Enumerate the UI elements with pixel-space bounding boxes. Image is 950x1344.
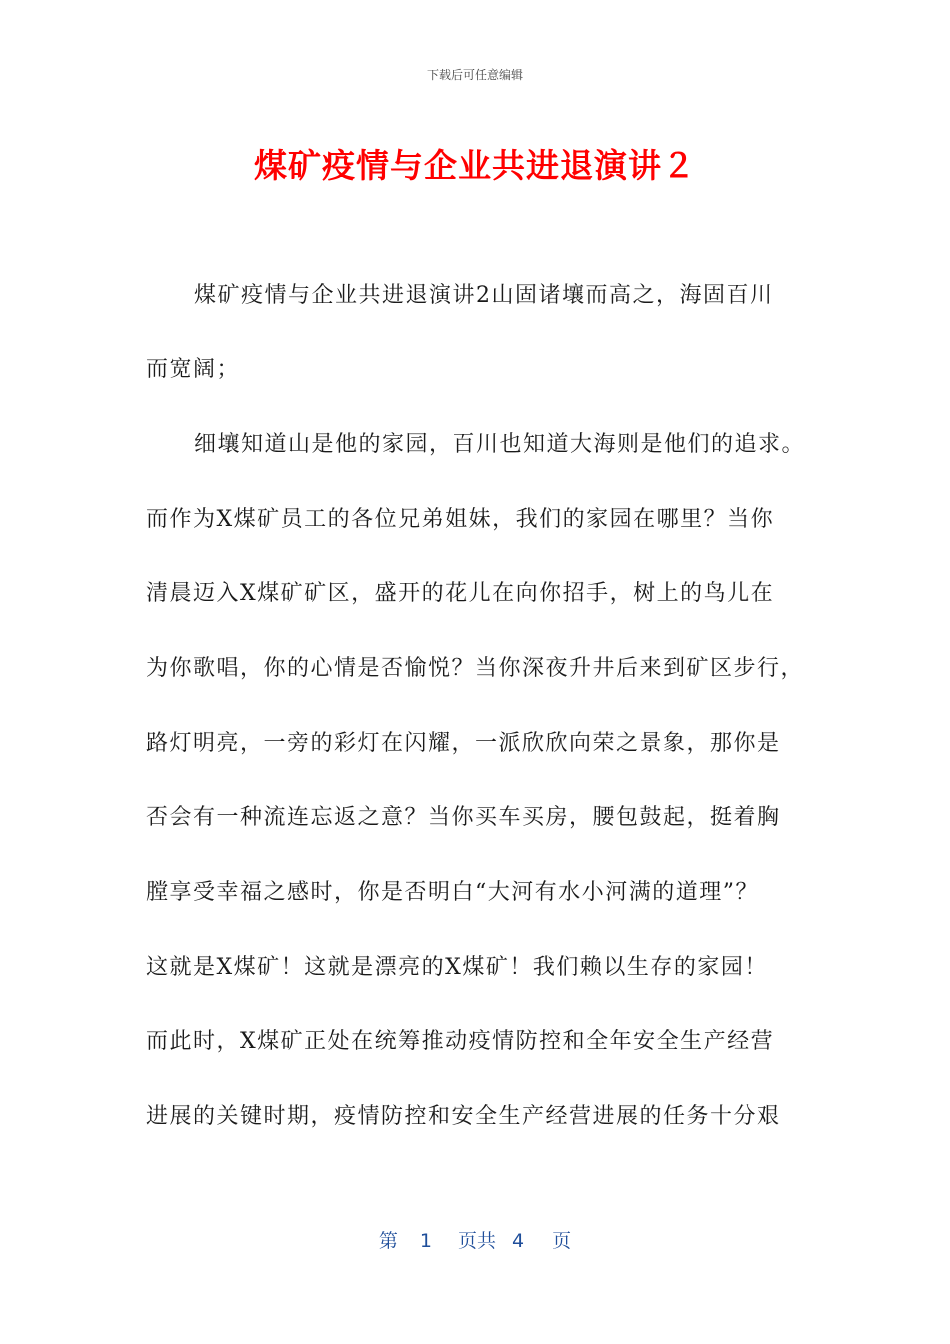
paragraph-line: 膛享受幸福之感时，你是否明白“大河有水小河满的道理”？ [146, 880, 759, 905]
paragraph-line: 否会有一种流连忘返之意？当你买车买房，腰包鼓起，挺着胸 [146, 805, 781, 830]
footer-total-pages: 4 [512, 1230, 525, 1252]
paragraph-line: 清晨迈入X煤矿矿区，盛开的花儿在向你招手，树上的鸟儿在 [146, 581, 775, 606]
paragraph-line: 而宽阔； [146, 357, 241, 382]
paragraph-line: 煤矿疫情与企业共进退演讲2山固诸壤而高之，海固百川 [194, 283, 774, 308]
paragraph-line: 这就是X煤矿！这就是漂亮的X煤矿！我们赖以生存的家园！ [146, 955, 768, 980]
paragraph-line: 路灯明亮，一旁的彩灯在闪耀，一派欣欣向荣之景象，那你是 [146, 731, 781, 756]
footer-middle: 页共 [457, 1230, 496, 1252]
paragraph-line: 而此时，X煤矿正处在统筹推动疫情防控和全年安全生产经营 [146, 1029, 775, 1054]
paragraph-line: 而作为X煤矿员工的各位兄弟姐妹，我们的家园在哪里？当你 [146, 507, 775, 532]
page-footer [0, 1226, 950, 1253]
paragraph-line: 进展的关键时期，疫情防控和安全生产经营进展的任务十分艰 [146, 1104, 781, 1129]
footer-prefix: 第 [378, 1230, 398, 1252]
footer-suffix: 页 [552, 1230, 572, 1252]
footer-current-page: 1 [419, 1230, 432, 1252]
paragraph-line: 为你歌唱，你的心情是否愉悦？当你深夜升井后来到矿区步行， [146, 656, 805, 681]
document-title: 煤矿疫情与企业共进退演讲２ [254, 146, 696, 185]
paragraph-line: 细壤知道山是他的家园，百川也知道大海则是他们的追求。 [194, 432, 806, 457]
header-note: 下载后可任意编辑 [426, 68, 523, 82]
